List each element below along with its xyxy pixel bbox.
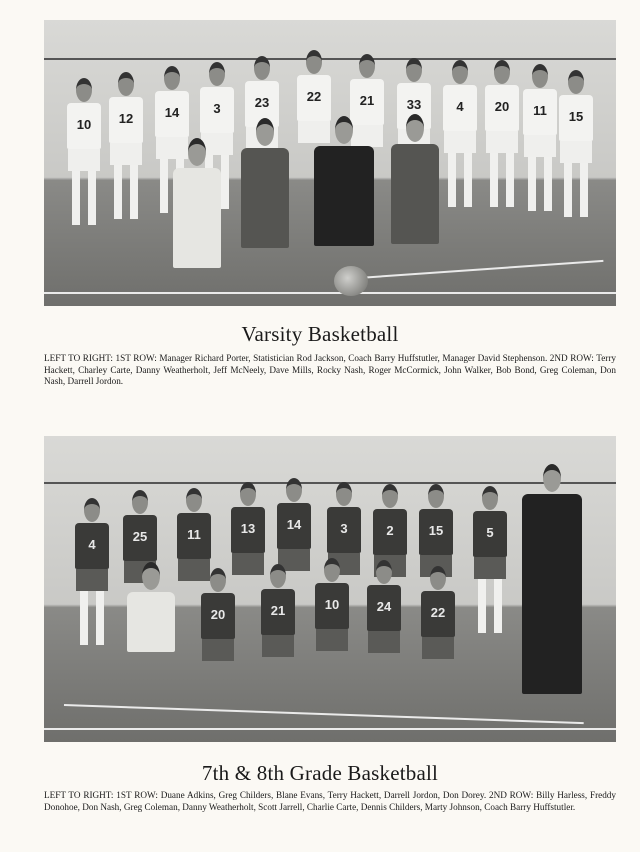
player-figure bbox=[108, 72, 144, 219]
court-line bbox=[64, 704, 584, 724]
jersey-number: 21 bbox=[270, 603, 286, 618]
player-figure bbox=[558, 70, 594, 217]
player-figure bbox=[420, 566, 456, 659]
coach-figure bbox=[314, 116, 374, 246]
coach-figure bbox=[522, 464, 582, 694]
jersey-number: 14 bbox=[286, 517, 302, 532]
player-figure bbox=[472, 486, 508, 633]
statistician-figure bbox=[240, 118, 290, 248]
section-title: 7th & 8th Grade Basketball bbox=[201, 761, 439, 785]
player-figure bbox=[74, 498, 110, 645]
player-figure bbox=[484, 60, 520, 207]
player-figure bbox=[418, 484, 454, 577]
court-line bbox=[344, 260, 604, 280]
court-line bbox=[44, 728, 616, 730]
player-figure bbox=[276, 478, 312, 571]
jersey-number: 10 bbox=[324, 597, 340, 612]
jersey-number: 22 bbox=[306, 89, 322, 104]
player-figure bbox=[126, 562, 176, 652]
player-figure bbox=[230, 482, 266, 575]
jersey-number: 3 bbox=[340, 521, 348, 536]
jersey-number: 14 bbox=[164, 105, 180, 120]
jersey-number: 3 bbox=[213, 101, 221, 116]
jersey-number: 25 bbox=[132, 529, 148, 544]
jersey-number: 5 bbox=[486, 525, 494, 540]
player-figure bbox=[366, 560, 402, 653]
jersey-number: 20 bbox=[210, 607, 226, 622]
jersey-number: 33 bbox=[406, 97, 422, 112]
court-line bbox=[44, 292, 616, 294]
jersey-number: 11 bbox=[187, 527, 201, 542]
player-figure bbox=[442, 60, 478, 207]
player-figure bbox=[66, 78, 102, 225]
jersey-number: 13 bbox=[240, 521, 256, 536]
player-figure bbox=[314, 558, 350, 651]
jersey-number: 20 bbox=[494, 99, 510, 114]
jersey-number: 22 bbox=[430, 605, 446, 620]
jersey-number: 21 bbox=[359, 93, 375, 108]
jersey-number: 24 bbox=[376, 599, 392, 614]
varsity-team-photo bbox=[44, 20, 616, 306]
jersey-number: 4 bbox=[456, 99, 464, 114]
jersey-number: 4 bbox=[88, 537, 96, 552]
basketball bbox=[334, 266, 368, 296]
manager-figure bbox=[390, 114, 440, 244]
jersey-number: 15 bbox=[568, 109, 584, 124]
section-title: Varsity Basketball bbox=[241, 322, 399, 346]
photo-caption: LEFT TO RIGHT: 1ST ROW: Duane Adkins, Greg Childers, Blane Evans, Terry Hackett, Darrell Jordon, Don Dorey. 2ND ROW: Billy Harless, Freddy Donohoe, Don Nash, Greg Coleman, Danny Weatherholt, Scott Jarrell, Charlie Carte, Dennis Childers, Marty Johnson, Coach Barry Huffstutler. bbox=[44, 790, 616, 812]
jersey-number: 15 bbox=[428, 523, 444, 538]
jersey-number: 23 bbox=[254, 95, 270, 110]
grade-team-photo bbox=[44, 436, 616, 742]
jersey-number: 2 bbox=[386, 523, 394, 538]
manager-figure bbox=[172, 138, 222, 268]
player-figure bbox=[200, 568, 236, 661]
photo-caption: LEFT TO RIGHT: 1ST ROW: Manager Richard Porter, Statistician Rod Jackson, Coach Barry Huffstutler, Manager David Stephenson. 2ND ROW: Terry Hackett, Charley Carte, Danny Weatherholt, Jeff McNeely, Dave Mills, Rocky Nash, Roger McCormick, John Walker, Bob Bond, Greg Coleman, Don Nash, Darrell Jordon. bbox=[44, 353, 616, 387]
player-figure bbox=[260, 564, 296, 657]
player-figure bbox=[522, 64, 558, 211]
jersey-number: 12 bbox=[118, 111, 134, 126]
jersey-number: 11 bbox=[533, 103, 547, 118]
jersey-number: 10 bbox=[76, 117, 92, 132]
